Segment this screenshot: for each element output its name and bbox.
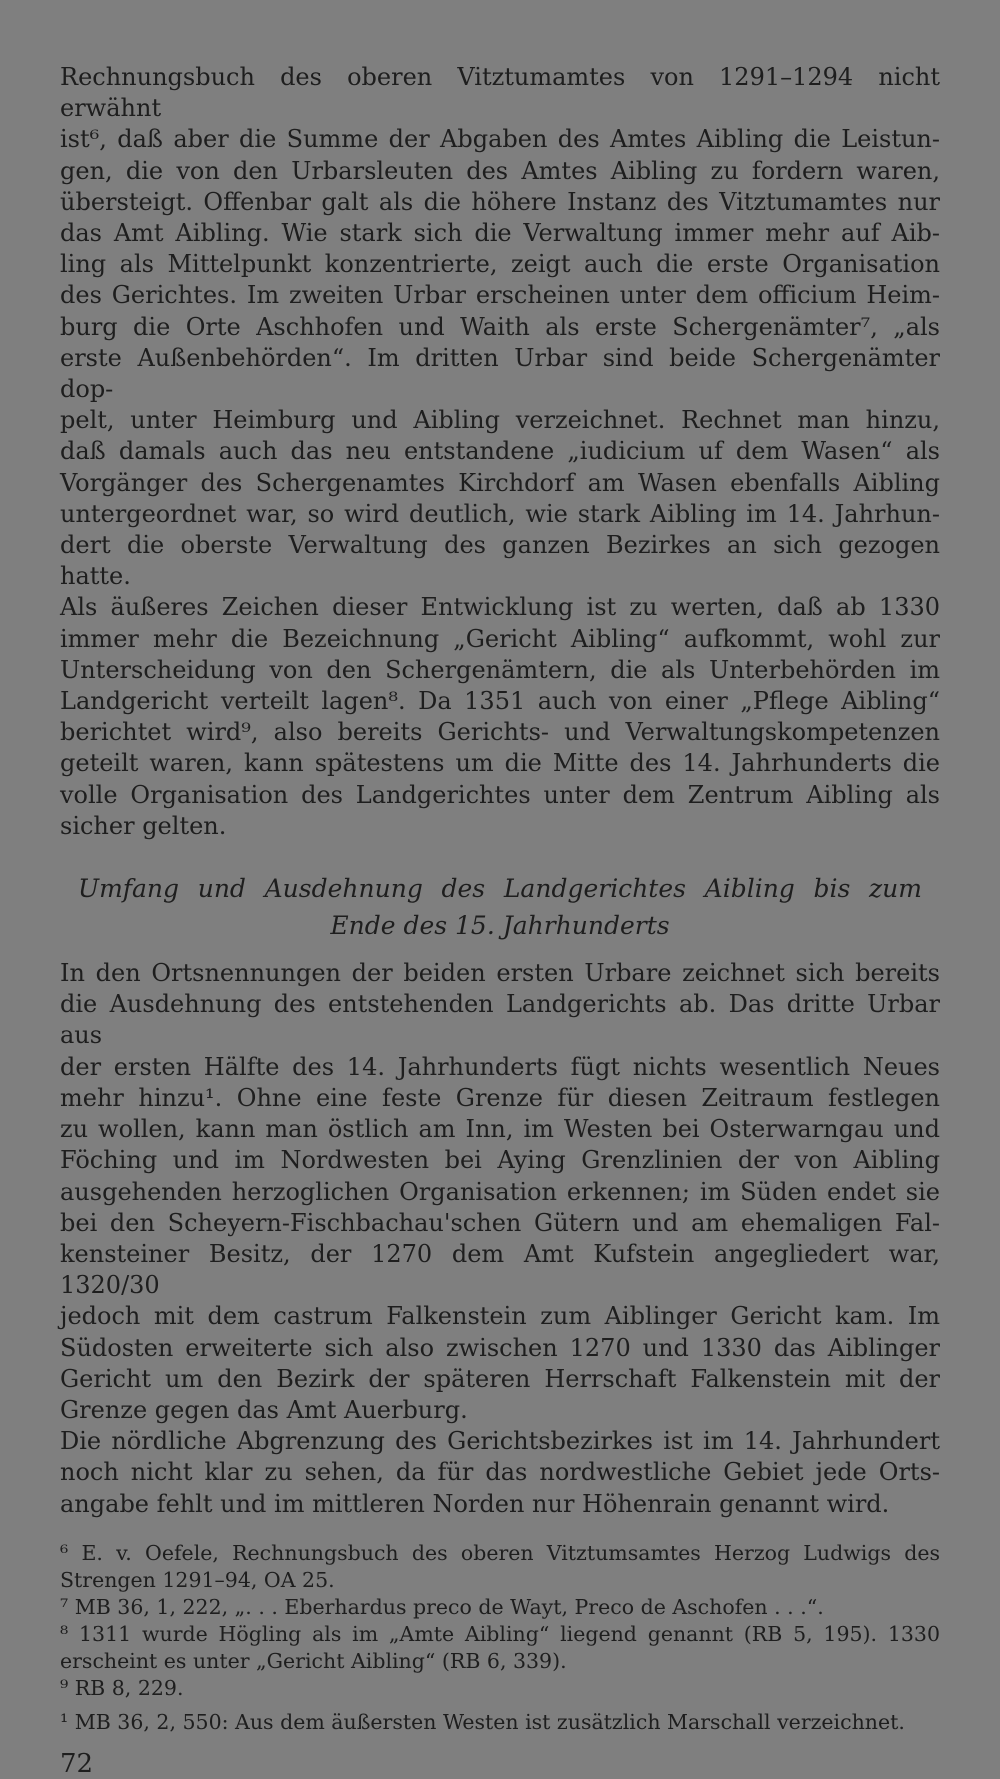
text-line: noch nicht klar zu sehen, da für das nordwestliche Gebiet jede Orts- (60, 1458, 940, 1487)
text-line: mehr hinzu¹. Ohne eine feste Grenze für diesen Zeitraum festlegen (60, 1083, 940, 1112)
text-line: erste Außenbehörden“. Im dritten Urbar sind beide Schergenämter dop- (60, 343, 940, 404)
paragraph-extent-of-landgericht (60, 958, 940, 1426)
paragraph-continued-from-previous-page (60, 62, 940, 842)
text-line: kensteiner Besitz, der 1270 dem Amt Kufstein angegliedert war, 1320/30 (60, 1239, 940, 1300)
footnote-9 (60, 1675, 940, 1702)
text-line: zu wollen, kann man östlich am Inn, im Westen bei Osterwarngau und (60, 1115, 940, 1144)
text-line: daß damals auch das neu entstandene „iudicium uf dem Wasen“ als (60, 437, 940, 466)
footnote-1 (60, 1709, 940, 1736)
text-line: untergeordnet war, so wird deutlich, wie stark Aibling im 14. Jahrhun- (60, 499, 940, 528)
text-line: Rechnungsbuch des oberen Vitztumamtes von 1291–1294 nicht erwähnt (60, 63, 940, 123)
footnote-6 (60, 1540, 940, 1594)
text-line: sicher gelten. (60, 811, 227, 840)
text-line: ist⁶, daß aber die Summe der Abgaben des Amtes Aibling die Leistun- (60, 125, 940, 154)
text-line: angabe fehlt und im mittleren Norden nur Höhenrain genannt wird. (60, 1489, 890, 1518)
text-line: bei den Scheyern-Fischbachau'schen Gütern und am ehemaligen Fal- (60, 1208, 940, 1237)
text-line: übersteigt. Offenbar galt als die höhere Instanz des Vitztumamtes nur (60, 187, 940, 216)
text-line: Strengen 1291–94, OA 25. (60, 1567, 335, 1592)
section-heading (60, 870, 940, 944)
text-line: dert die oberste Verwaltung des ganzen Bezirkes an sich gezogen hatte. (60, 531, 940, 591)
text-line: berichtet wird⁹, also bereits Gerichts- und Verwaltungskompetenzen (60, 718, 940, 747)
text-line: ¹ MB 36, 2, 550: Aus dem äußersten Westen ist zusätzlich Marschall verzeichnet. (60, 1709, 905, 1734)
text-line: Die nördliche Abgrenzung des Gerichtsbezirkes ist im 14. Jahrhundert (60, 1427, 940, 1456)
text-line: ausgehenden herzoglichen Organisation erkennen; im Süden endet sie (60, 1177, 940, 1206)
text-line: Vorgänger des Schergenamtes Kirchdorf am Wasen ebenfalls Aibling (60, 468, 940, 497)
text-line: pelt, unter Heimburg und Aibling verzeichnet. Rechnet man hinzu, (60, 406, 940, 435)
text-line: des Gerichtes. Im zweiten Urbar erscheinen unter dem officium Heim- (60, 281, 940, 310)
text-line: Südosten erweiterte sich also zwischen 1270 und 1330 das Aiblinger (60, 1333, 940, 1362)
text-line: Gericht um den Bezirk der späteren Herrschaft Falkenstein mit der (60, 1364, 940, 1393)
text-line: Föching und im Nordwesten bei Aying Grenzlinien der von Aibling (60, 1146, 940, 1175)
text-line: ⁸ 1311 wurde Högling als im „Amte Aibling“ liegend genannt (RB 5, 195). 1330 (60, 1621, 940, 1646)
footnotes-block (60, 1540, 940, 1736)
text-line: Umfang und Ausdehnung des Landgerichtes Aibling bis zum (78, 874, 922, 904)
text-line: In den Ortsnennungen der beiden ersten Urbare zeichnet sich bereits (60, 959, 940, 988)
text-line: ⁹ RB 8, 229. (60, 1675, 184, 1700)
text-line: ⁶ E. v. Oefele, Rechnungsbuch des oberen Vitztumsamtes Herzog Ludwigs des (60, 1540, 940, 1565)
text-line: gen, die von den Urbarsleuten des Amtes Aibling zu fordern waren, (60, 156, 940, 185)
text-line: Ende des 15. Jahrhunderts (330, 911, 670, 941)
text-line: die Ausdehnung des entstehenden Landgerichts ab. Das dritte Urbar aus (60, 990, 940, 1050)
text-line: Unterscheidung von den Schergenämtern, die als Unterbehörden im (60, 655, 940, 684)
text-line: volle Organisation des Landgerichtes unter dem Zentrum Aibling als (60, 780, 940, 809)
text-line: Als äußeres Zeichen dieser Entwicklung ist zu werten, daß ab 1330 (60, 593, 940, 622)
text-line: Grenze gegen das Amt Auerburg. (60, 1395, 468, 1424)
footnote-7 (60, 1594, 940, 1621)
text-line: das Amt Aibling. Wie stark sich die Verwaltung immer mehr auf Aib- (60, 219, 940, 248)
footnote-8 (60, 1621, 940, 1675)
text-line: ⁷ MB 36, 1, 222, „. . . Eberhardus preco de Wayt, Preco de Aschofen . . .“. (60, 1594, 824, 1619)
text-line: erscheint es unter „Gericht Aibling“ (RB 6, 339). (60, 1648, 567, 1673)
text-line: jedoch mit dem castrum Falkenstein zum Aiblinger Gericht kam. Im (60, 1302, 940, 1331)
text-line: ling als Mittelpunkt konzentrierte, zeigt auch die erste Organisation (60, 250, 940, 279)
text-line: Landgericht verteilt lagen⁸. Da 1351 auch von einer „Pflege Aibling“ (60, 687, 940, 716)
text-line: der ersten Hälfte des 14. Jahrhunderts fügt nichts wesentlich Neues (60, 1052, 940, 1081)
paragraph-northern-boundary (60, 1426, 940, 1520)
page-number: 72 (60, 1748, 94, 1779)
text-line: burg die Orte Aschhofen und Waith als erste Schergenämter⁷, „als (60, 312, 940, 341)
text-line: geteilt waren, kann spätestens um die Mitte des 14. Jahrhunderts die (60, 749, 940, 778)
text-line: immer mehr die Bezeichnung „Gericht Aibling“ aufkommt, wohl zur (60, 624, 940, 653)
